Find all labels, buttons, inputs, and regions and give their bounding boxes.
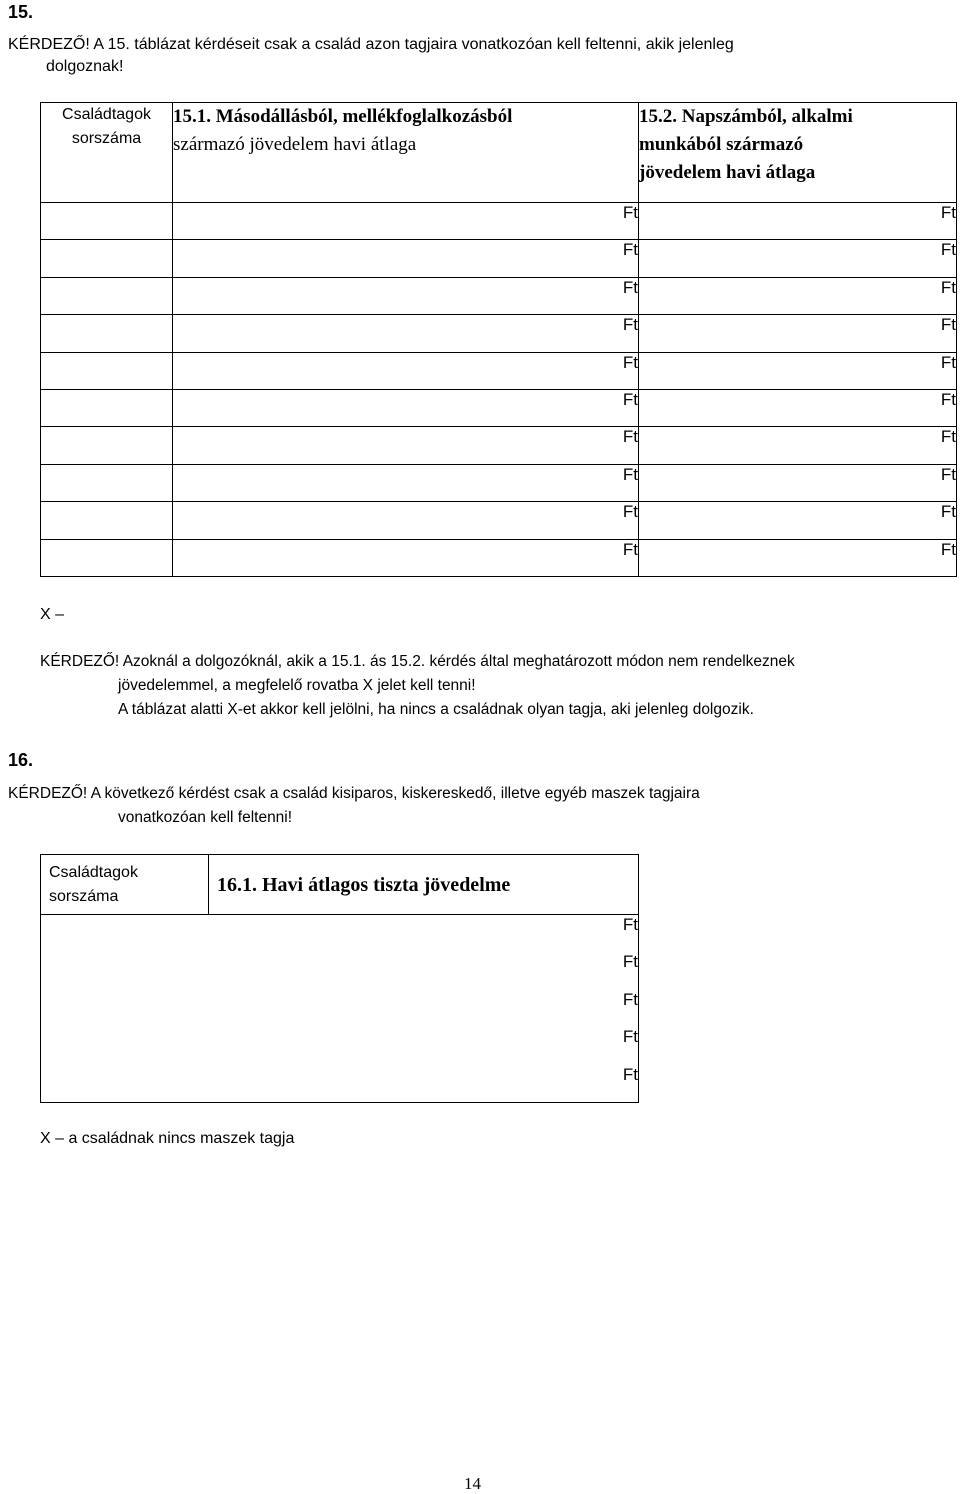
net-income-amount-cell[interactable]: Ft [209,1027,639,1065]
income-table-16 [40,854,639,1103]
daily-wage-amount-cell[interactable]: Ft [639,352,957,389]
question-15-note [8,34,958,78]
note2-line2: jövedelemmel, a megfelelő rovatba X jelet kell tenni! [118,677,476,694]
col-member-number-line2: sorszáma [71,130,142,147]
net-income-amount-cell[interactable]: Ft [209,990,639,1028]
member-number-cell[interactable] [41,1065,209,1103]
member-number-cell[interactable] [41,389,173,426]
daily-wage-amount-cell[interactable]: Ft [639,315,957,352]
member-number-cell[interactable] [41,502,173,539]
member-number-cell[interactable] [41,315,173,352]
member-number-cell[interactable] [41,203,173,240]
table-row [41,990,639,1028]
table-row [41,315,957,352]
secondary-job-amount-cell[interactable]: Ft [173,427,639,464]
col-secondary-job-line2: származó jövedelem havi átlaga [173,134,417,155]
daily-wage-amount-cell[interactable]: Ft [639,240,957,277]
note2-line1: Azoknál a dolgozóknál, akik a 15.1. ás 15.2. kérdés által meghatározott módon nem rendelkeznek [122,653,795,670]
note-text-line1: A 15. táblázat kérdéseit csak a család azon tagjaira vonatkozóan kell feltenni, akik jelenleg [93,36,734,53]
table-row [41,352,957,389]
table-row [41,427,957,464]
table-row [41,240,957,277]
table-header-row [41,103,957,203]
daily-wage-amount-cell[interactable]: Ft [639,427,957,464]
no-worker-x-mark: X – [40,606,65,623]
daily-wage-amount-cell[interactable]: Ft [639,389,957,426]
table-row [41,539,957,576]
member-number-cell[interactable] [41,464,173,501]
note-text-line2: dolgoznak! [46,58,124,75]
question-15-note-2 [40,650,958,722]
secondary-job-amount-cell[interactable]: Ft [173,539,639,576]
secondary-job-amount-cell[interactable]: Ft [173,203,639,240]
net-income-amount-cell[interactable]: Ft [209,952,639,990]
note2-prefix: KÉRDEZŐ! [40,653,120,670]
net-income-amount-cell[interactable]: Ft [209,915,639,953]
daily-wage-amount-cell[interactable]: Ft [639,277,957,314]
question-16-number: 16. [8,750,34,770]
col16-member-number [41,855,209,915]
q16-note-prefix: KÉRDEZŐ! [8,785,88,802]
member-number-cell[interactable] [41,952,209,990]
col-secondary-job-line1: 15.1. Másodállásból, mellékfoglalkozásból [173,106,513,127]
member-number-cell[interactable] [41,277,173,314]
note-prefix: KÉRDEZŐ! [8,36,90,53]
col-member-number [41,103,173,203]
page-number: 14 [464,1474,481,1493]
secondary-job-amount-cell[interactable]: Ft [173,352,639,389]
daily-wage-amount-cell[interactable]: Ft [639,203,957,240]
secondary-job-amount-cell[interactable]: Ft [173,502,639,539]
q16-note-line1: A következő kérdést csak a család kisiparos, kiskereskedő, illetve egyéb maszek tagjaira [90,785,700,802]
question-16-note [8,782,958,830]
table-row [41,277,957,314]
daily-wage-amount-cell[interactable]: Ft [639,464,957,501]
member-number-cell[interactable] [41,1027,209,1065]
table-row [41,1027,639,1065]
secondary-job-amount-cell[interactable]: Ft [173,315,639,352]
table-row [41,952,639,990]
member-number-cell[interactable] [41,539,173,576]
table-row [41,502,957,539]
member-number-cell[interactable] [41,352,173,389]
col-daily-wage-line3: jövedelem havi átlaga [639,162,816,183]
col-member-number-line1: Családtagok [62,106,151,123]
net-income-amount-cell[interactable]: Ft [209,1065,639,1103]
col16-member-line2: sorszáma [49,888,119,905]
member-number-cell[interactable] [41,240,173,277]
member-number-cell[interactable] [41,427,173,464]
question-15-number: 15. [8,2,34,22]
note2-line3: A táblázat alatti X-et akkor kell jelölni, ha nincs a családnak olyan tagja, aki jelenleg dolgozik. [118,701,754,718]
table-row [41,389,957,426]
table-row [41,1065,639,1103]
col16-net-income: 16.1. Havi átlagos tiszta jövedelme [209,855,639,915]
income-table-15 [40,102,957,577]
secondary-job-amount-cell[interactable]: Ft [173,389,639,426]
secondary-job-amount-cell[interactable]: Ft [173,240,639,277]
daily-wage-amount-cell[interactable]: Ft [639,502,957,539]
secondary-job-amount-cell[interactable]: Ft [173,277,639,314]
q16-note-line2: vonatkozóan kell feltenni! [118,809,293,826]
col-daily-wage-income [639,103,957,203]
col-secondary-job-income [173,103,639,203]
col16-member-line1: Családtagok [49,864,138,881]
member-number-cell[interactable] [41,990,209,1028]
col-daily-wage-line2: munkából származó [639,134,804,155]
table-row [41,464,957,501]
table-row [41,203,957,240]
col-daily-wage-line1: 15.2. Napszámból, alkalmi [639,106,853,127]
member-number-cell[interactable] [41,915,209,953]
daily-wage-amount-cell[interactable]: Ft [639,539,957,576]
table-row [41,915,639,953]
secondary-job-amount-cell[interactable]: Ft [173,464,639,501]
table16-header-row [41,855,639,915]
no-entrepreneur-x-mark: X – a családnak nincs maszek tagja [40,1130,295,1147]
